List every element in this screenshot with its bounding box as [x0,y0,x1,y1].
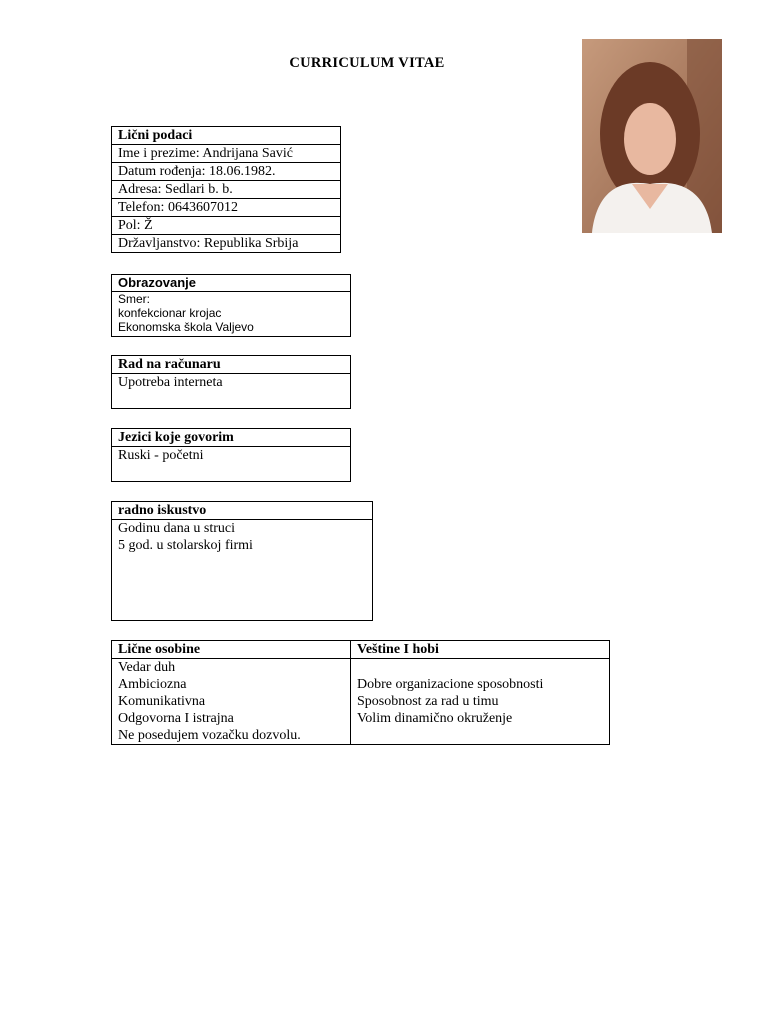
education-line: konfekcionar krojac [118,306,222,320]
personal-trait-item: Komunikativna [118,694,206,709]
skills-hobbies-item [357,659,603,676]
computer-skills-body [112,374,351,409]
personal-traits-body [112,659,351,745]
skills-hobbies-body [351,659,610,745]
personal-info-citizenship: Državljanstvo: Republika Srbija [112,235,341,253]
personal-info-phone: Telefon: 0643607012 [112,199,341,217]
work-experience-header: radno iskustvo [112,502,373,520]
personal-trait-item: Ne posedujem vozačku dozvolu. [118,728,301,743]
profile-photo [582,39,722,233]
education-table [111,274,351,337]
personal-trait-item: Ambiciozna [118,677,187,692]
skills-hobbies-item: Volim dinamično okruženje [357,711,513,726]
personal-trait-item: Vedar duh [118,660,176,675]
traits-skills-table [111,640,610,745]
computer-skills-line: Upotreba interneta [118,375,223,390]
work-experience-table [111,501,373,621]
languages-body [112,447,351,482]
work-experience-line: Godinu dana u struci [118,521,236,536]
document-title: CURRICULUM VITAE [289,55,445,71]
languages-header: Jezici koje govorim [112,429,351,447]
personal-info-name: Ime i prezime: Andrijana Savić [112,145,341,163]
education-line: Smer: [118,292,151,306]
languages-line: Ruski - početni [118,448,204,463]
skills-hobbies-header: Veštine I hobi [351,641,610,659]
personal-info-birthdate: Datum rođenja: 18.06.1982. [112,163,341,181]
languages-table [111,428,351,482]
personal-info-header: Lični podaci [112,127,341,145]
skills-hobbies-item: Sposobnost za rad u timu [357,694,499,709]
work-experience-body [112,520,373,621]
personal-traits-header: Lične osobine [112,641,351,659]
computer-skills-table [111,355,351,409]
computer-skills-header: Rad na računaru [112,356,351,374]
education-body [112,292,351,337]
personal-trait-item: Odgovorna I istrajna [118,711,234,726]
skills-hobbies-item: Dobre organizacione sposobnosti [357,677,544,692]
personal-info-address: Adresa: Sedlari b. b. [112,181,341,199]
education-line: Ekonomska škola Valjevo [118,320,254,334]
personal-info-gender: Pol: Ž [112,217,341,235]
personal-info-table [111,126,341,253]
work-experience-line: 5 god. u stolarskoj firmi [118,538,253,553]
education-header: Obrazovanje [112,275,351,292]
